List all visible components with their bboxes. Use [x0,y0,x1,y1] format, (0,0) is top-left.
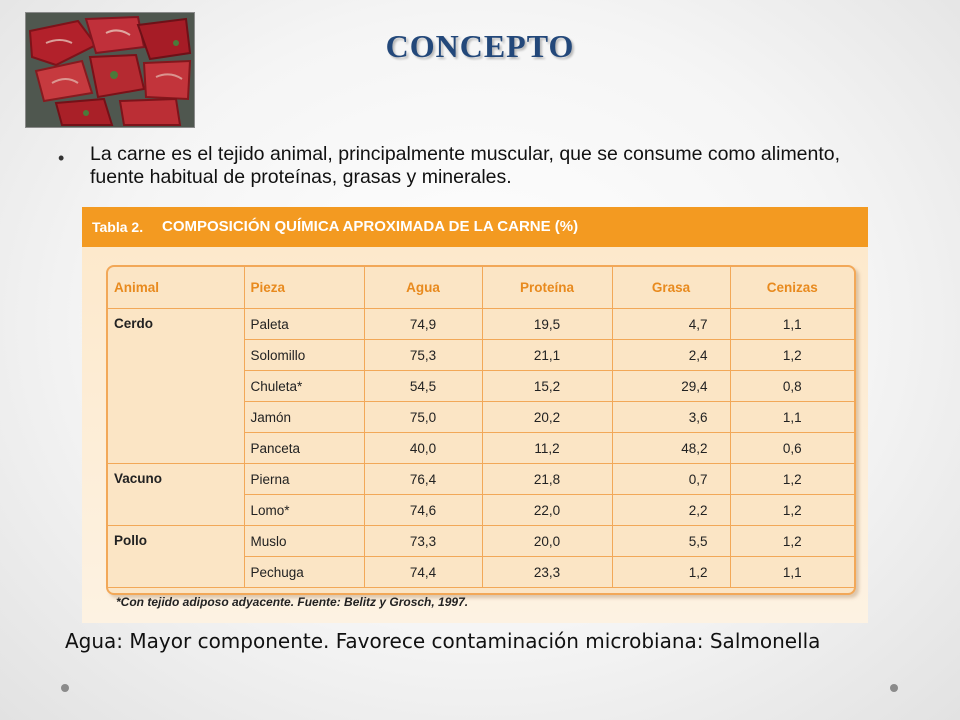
ash-cell: 1,2 [730,340,854,371]
piece-cell: Pechuga [244,557,364,588]
bullet-icon: • [58,148,65,168]
protein-cell: 22,0 [482,495,612,526]
water-cell: 75,3 [364,340,482,371]
composition-table [108,267,854,588]
protein-cell: 15,2 [482,371,612,402]
header-proteina: Proteína [482,267,612,309]
protein-cell: 21,8 [482,464,612,495]
water-cell: 75,0 [364,402,482,433]
page-title: CONCEPTO [385,28,575,64]
protein-cell: 20,0 [482,526,612,557]
table-row [108,526,854,557]
water-cell: 40,0 [364,433,482,464]
table-row [108,309,854,340]
table-number: Tabla 2. [92,219,144,235]
meat-cuts-image [26,13,194,127]
fat-cell: 2,2 [612,495,730,526]
piece-cell: Jamón [244,402,364,433]
ash-cell: 0,6 [730,433,854,464]
table-header-row [108,267,854,309]
header-grasa: Grasa [612,267,730,309]
piece-cell: Paleta [244,309,364,340]
piece-cell: Pierna [244,464,364,495]
fat-cell: 0,7 [612,464,730,495]
table-name: COMPOSICIÓN QUÍMICA APROXIMADA DE LA CARNE (%) [162,218,579,235]
water-note: Agua: Mayor componente. Favorece contaminación microbiana: Salmonella [65,629,821,653]
protein-cell: 20,2 [482,402,612,433]
header-cenizas: Cenizas [730,267,854,309]
animal-cell: Cerdo [108,309,244,464]
water-cell: 74,4 [364,557,482,588]
header-animal: Animal [108,267,244,309]
water-cell: 73,3 [364,526,482,557]
animal-cell: Vacuno [108,464,244,526]
piece-cell: Lomo* [244,495,364,526]
piece-cell: Chuleta* [244,371,364,402]
water-cell: 54,5 [364,371,482,402]
fat-cell: 48,2 [612,433,730,464]
ash-cell: 0,8 [730,371,854,402]
piece-cell: Panceta [244,433,364,464]
fat-cell: 29,4 [612,371,730,402]
header-agua: Agua [364,267,482,309]
table-footnote: *Con tejido adiposo adyacente. Fuente: Belitz y Grosch, 1997. [116,595,469,609]
fat-cell: 3,6 [612,402,730,433]
meat-photo [25,12,195,128]
table-title-bar [82,207,868,247]
table-frame [106,265,856,595]
ash-cell: 1,1 [730,309,854,340]
water-cell: 74,6 [364,495,482,526]
fat-cell: 2,4 [612,340,730,371]
ash-cell: 1,1 [730,557,854,588]
protein-cell: 19,5 [482,309,612,340]
protein-cell: 23,3 [482,557,612,588]
fat-cell: 4,7 [612,309,730,340]
piece-cell: Muslo [244,526,364,557]
slide-dot-right [890,684,898,692]
composition-table-panel [82,207,868,623]
slide-dot-left [61,684,69,692]
fat-cell: 1,2 [612,557,730,588]
piece-cell: Solomillo [244,340,364,371]
protein-cell: 11,2 [482,433,612,464]
water-cell: 76,4 [364,464,482,495]
ash-cell: 1,2 [730,526,854,557]
water-cell: 74,9 [364,309,482,340]
ash-cell: 1,2 [730,495,854,526]
table-row [108,464,854,495]
ash-cell: 1,2 [730,464,854,495]
ash-cell: 1,1 [730,402,854,433]
protein-cell: 21,1 [482,340,612,371]
definition-text: La carne es el tejido animal, principalmente muscular, que se consume como alimento, fuente habitual de proteínas, grasas y minerales. [90,143,841,188]
fat-cell: 5,5 [612,526,730,557]
header-pieza: Pieza [244,267,364,309]
animal-cell: Pollo [108,526,244,588]
